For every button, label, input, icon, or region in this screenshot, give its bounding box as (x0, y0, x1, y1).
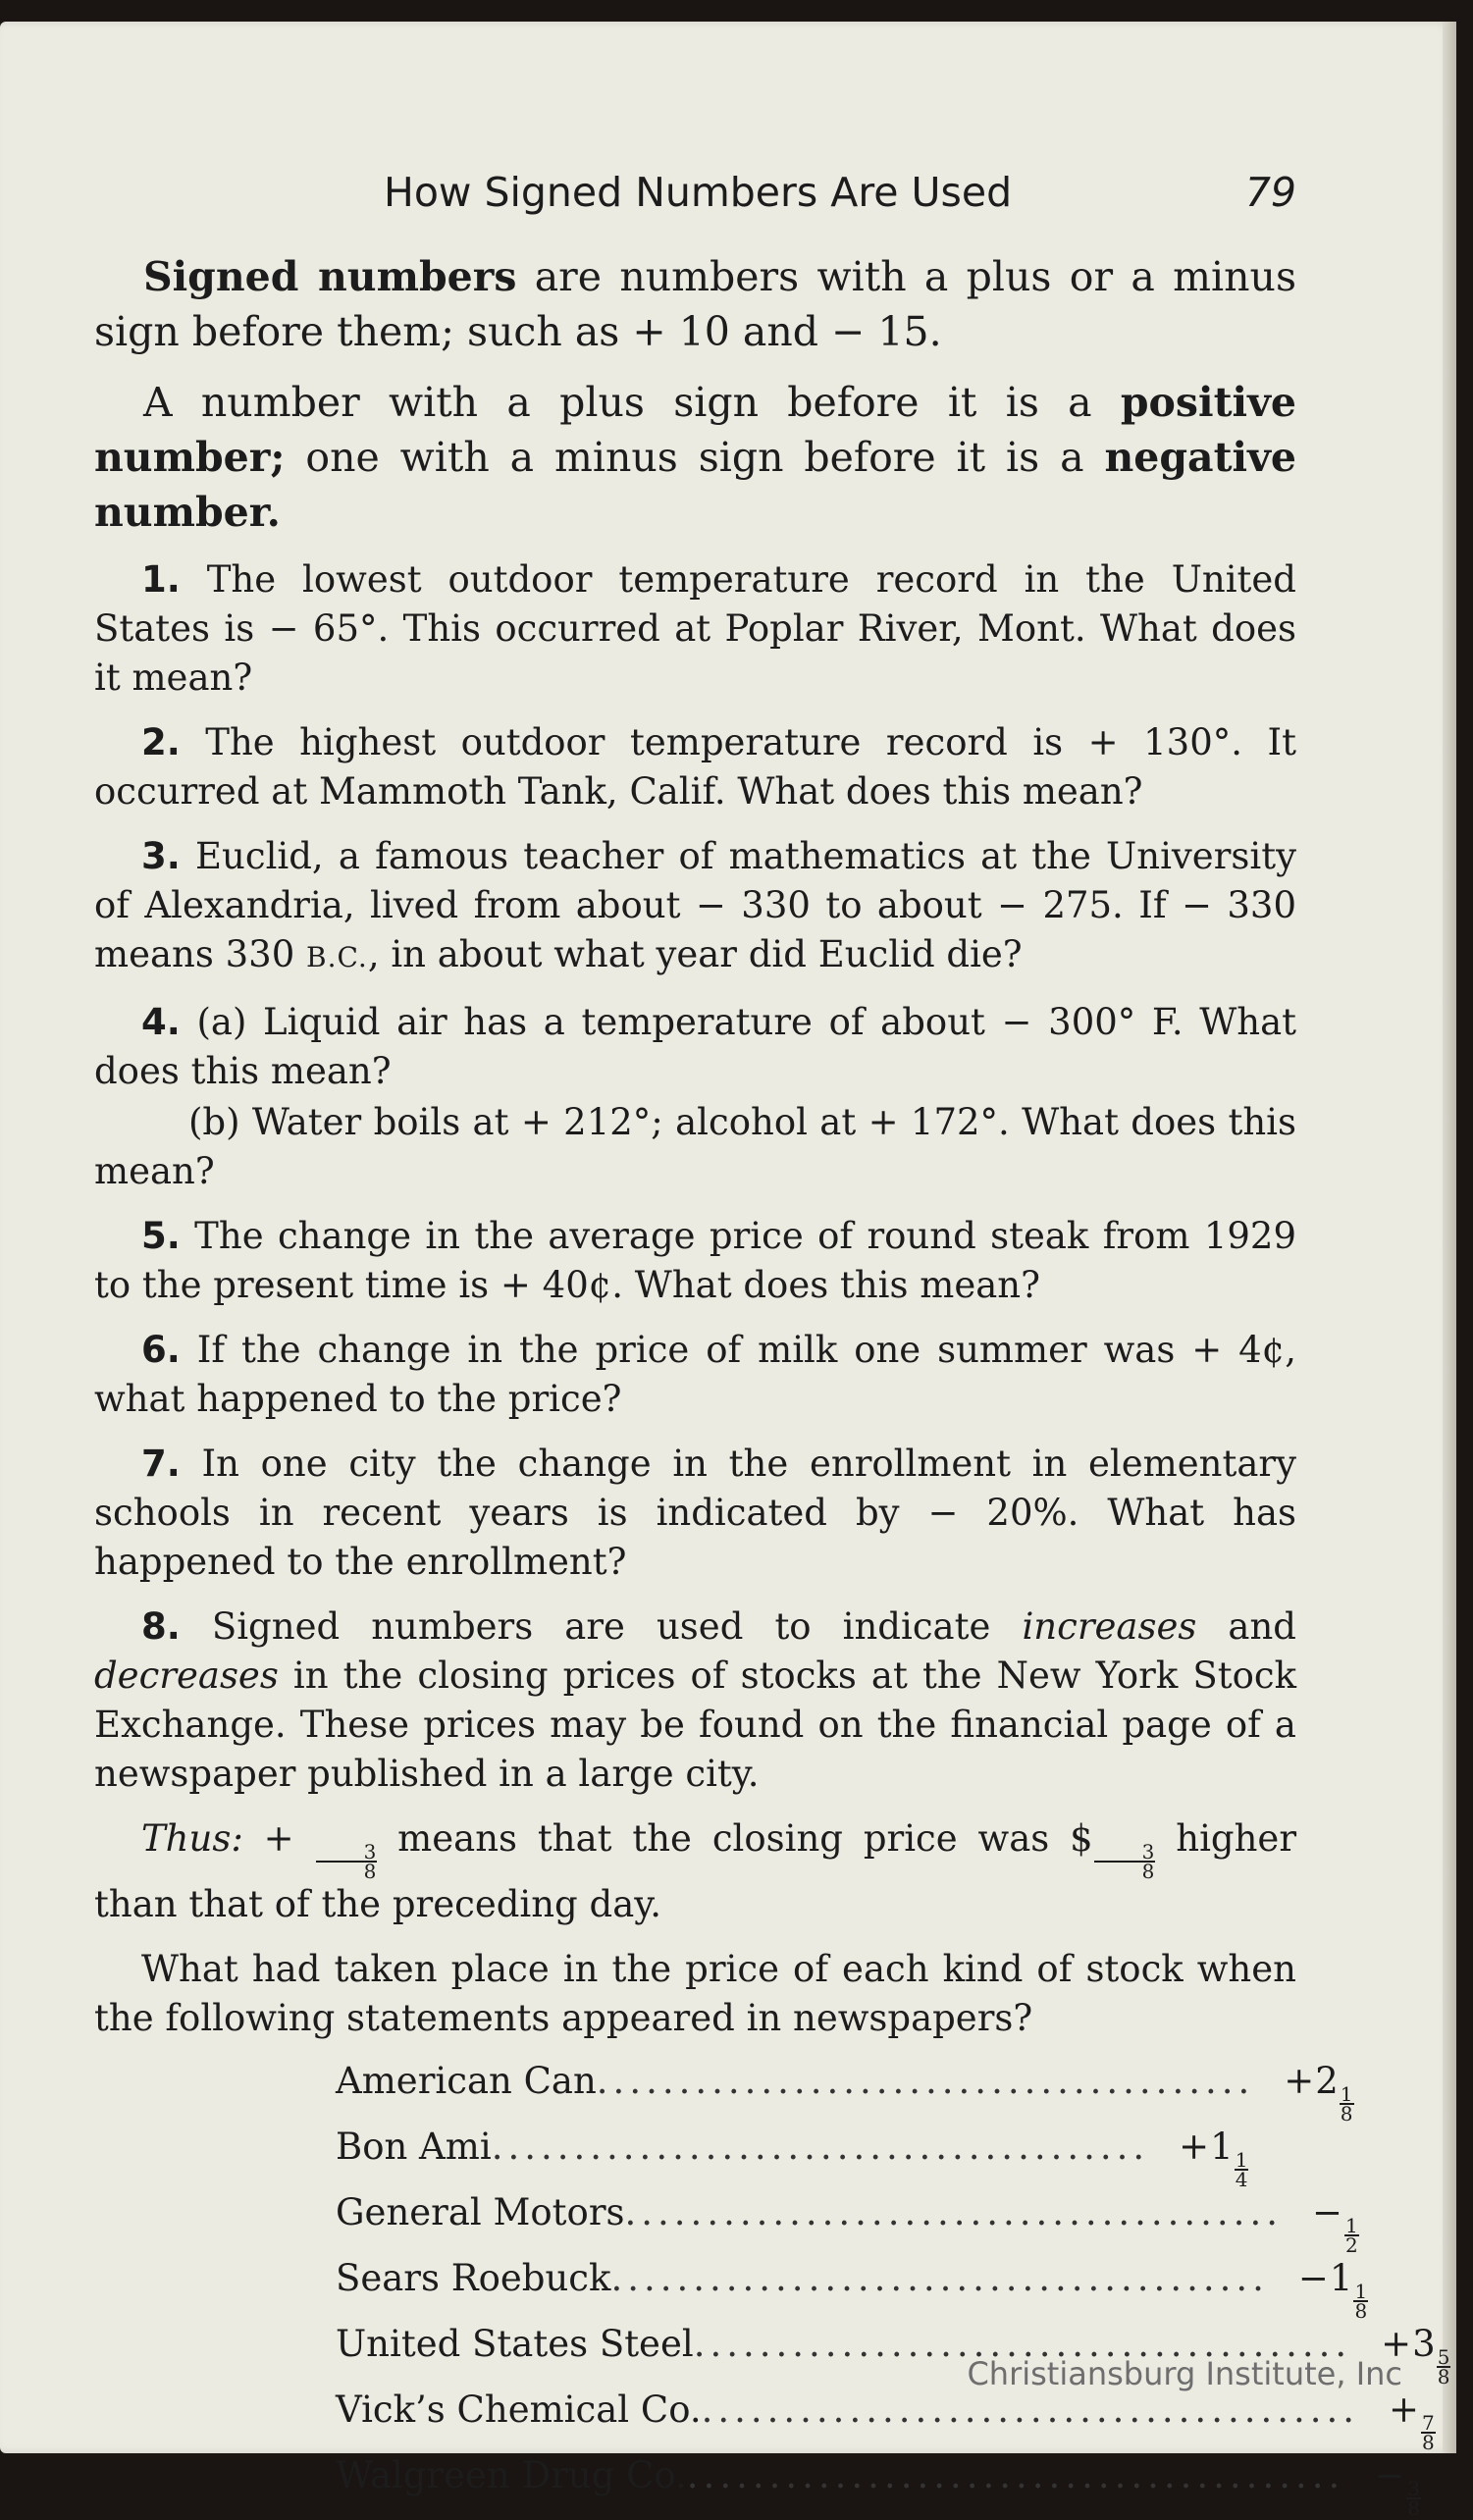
fraction (1353, 2280, 1368, 2323)
change-whole: 3 (1412, 2323, 1436, 2365)
stock-row (336, 2451, 1420, 2520)
question-number: 1. (141, 558, 181, 601)
numerator: 1 (1344, 2214, 1358, 2237)
numerator: 1 (1340, 2082, 1353, 2106)
question-text: Water boils at + 212°; alcohol at + 172°. What does this mean? (94, 1101, 1296, 1192)
question-3 (94, 832, 1296, 982)
emphasis-increases: increases (1022, 1605, 1197, 1648)
question-text: Signed numbers are used to indicate (180, 1605, 1023, 1648)
dot-leader: ........................................ (610, 2257, 1269, 2299)
thus-example (94, 1814, 1296, 1929)
stock-name: United States Steel (336, 2323, 694, 2365)
term-negative-number: negative number. (94, 434, 1296, 536)
bc-abbrev: B.C. (306, 941, 368, 973)
question-text: and (1196, 1605, 1296, 1648)
change-sign: − (1374, 2454, 1405, 2496)
question-text: The highest outdoor temperature record is + 130°. It occurred at Mammoth Tank, Calif. What does this mean? (94, 721, 1296, 813)
stock-change (1149, 2123, 1248, 2191)
denominator: 4 (1235, 2168, 1248, 2191)
numerator: 7 (1422, 2411, 1435, 2435)
numerator: 1 (1235, 2148, 1248, 2172)
fraction (316, 1840, 378, 1883)
fraction (1340, 2082, 1354, 2126)
denominator: 8 (1437, 2365, 1450, 2389)
numerator: 3 (1407, 2477, 1420, 2500)
question-5 (94, 1212, 1296, 1310)
stock-name: Walgreen Drug Co. (336, 2454, 687, 2496)
running-header (94, 147, 1296, 226)
numerator: 5 (1437, 2345, 1450, 2369)
dot-leader: ........................................ (686, 2454, 1345, 2496)
page-edge (1443, 22, 1456, 2453)
intro-paragraph-2 (94, 375, 1296, 540)
intro-text: one with a minus sign before it is a (285, 434, 1105, 481)
emphasis-decreases: decreases (94, 1654, 279, 1697)
denominator: 8 (363, 1860, 377, 1883)
stock-row (336, 2123, 1248, 2191)
stock-name: General Motors (336, 2191, 625, 2233)
page-content (94, 147, 1450, 2520)
stock-name: Vick’s Chemical Co. (336, 2389, 702, 2431)
question-text: The lowest outdoor temperature record in the United States is − 65°. This occurred at Poplar River, Mont. What does it mean? (94, 558, 1296, 699)
intro-paragraph-1 (94, 249, 1296, 359)
change-sign: − (1311, 2191, 1342, 2233)
fraction (1421, 2411, 1436, 2454)
numerator: 3 (316, 1843, 378, 1863)
page-number: 79 (1244, 169, 1296, 216)
question-number: 3. (141, 835, 181, 877)
fraction (1406, 2477, 1421, 2520)
denominator: 2 (1344, 2233, 1358, 2257)
question-6 (94, 1326, 1296, 1424)
question-4a (94, 998, 1296, 1096)
stock-prompt: What had taken place in the price of each kind of stock when the following statements appeared in newspapers? (94, 1948, 1296, 2039)
question-1 (94, 555, 1296, 703)
numerator: 3 (1094, 1843, 1156, 1863)
thus-label: Thus: (141, 1817, 243, 1860)
question-number: 6. (141, 1329, 181, 1371)
question-2 (94, 718, 1296, 816)
change-whole: 2 (1315, 2060, 1339, 2102)
fraction (1344, 2214, 1359, 2257)
change-sign: + (1381, 2323, 1412, 2365)
dot-leader: ........................................ (491, 2126, 1150, 2168)
denominator: 8 (1407, 2496, 1420, 2520)
question-text: In one city the change in the enrollment in elementary schools in recent years is indicated by − 20%. What has happened to the enrollment? (94, 1443, 1296, 1583)
question-7 (94, 1440, 1296, 1587)
thus-text: means that the closing price was $ (377, 1817, 1093, 1860)
numerator: 1 (1354, 2280, 1368, 2303)
dot-leader: ........................................ (596, 2060, 1255, 2102)
change-sign: + (1389, 2389, 1420, 2431)
change-sign: + (1284, 2060, 1315, 2102)
stock-name: American Can (336, 2060, 597, 2102)
question-number: 5. (141, 1215, 181, 1257)
question-number: 7. (141, 1443, 181, 1485)
stock-row (336, 2057, 1353, 2126)
question-text: Liquid air has a temperature of about − 300° F. What does this mean? (94, 1001, 1296, 1092)
stock-name: Sears Roebuck (336, 2257, 611, 2299)
stock-change (1283, 2188, 1359, 2257)
intro-text: A number with a plus sign before it is a (143, 379, 1121, 426)
stock-row (336, 2254, 1368, 2323)
part-label: (b) (188, 1101, 240, 1143)
question-text: , in about what year did Euclid die? (367, 933, 1023, 975)
question-text: Euclid, a famous teacher of mathematics at the University of Alexandria, lived from about − 330 to about − 275. If − 330 means 330 (94, 835, 1296, 975)
fraction (1437, 2345, 1451, 2389)
denominator: 8 (1340, 2102, 1353, 2126)
question-4b (94, 1098, 1296, 1196)
question-number: 8. (141, 1605, 181, 1648)
question-number: 2. (141, 721, 181, 763)
question-text: If the change in the price of milk one summer was + 4¢, what happened to the price? (94, 1329, 1296, 1420)
dot-leader: ........................................ (701, 2389, 1360, 2431)
denominator: 8 (1141, 1860, 1155, 1883)
change-whole: 1 (1210, 2126, 1234, 2168)
stock-row (336, 2386, 1435, 2454)
question-8 (94, 1602, 1296, 1799)
question-text: in the closing prices of stocks at the New York Stock Exchange. These prices may be found on the financial page of a newspaper published in a large city. (94, 1654, 1296, 1795)
dot-leader: ........................................ (693, 2323, 1352, 2365)
stock-name: Bon Ami (336, 2126, 492, 2168)
stock-list (336, 2057, 1450, 2520)
part-label: (a) (196, 1001, 247, 1043)
term-positive-number: positive number; (94, 379, 1296, 481)
stock-change (1254, 2057, 1353, 2126)
dot-leader: ........................................ (624, 2191, 1283, 2233)
question-text: The change in the average price of round steak from 1929 to the present time is + 40¢. What does this mean? (94, 1215, 1296, 1306)
chapter-title: How Signed Numbers Are Used (384, 169, 1013, 216)
stock-change (1359, 2386, 1436, 2454)
stock-change (1344, 2451, 1421, 2520)
stock-row (336, 2188, 1358, 2257)
change-sign: − (1297, 2257, 1329, 2299)
thus-text: higher than that of the preceding day. (94, 1817, 1297, 1925)
change-whole: 1 (1329, 2257, 1353, 2299)
intro-text: are numbers with a plus or a minus sign before them; such as + 10 and − 15. (94, 253, 1296, 355)
thus-sign: + (263, 1817, 294, 1860)
change-sign: + (1179, 2126, 1210, 2168)
stock-change (1269, 2254, 1368, 2323)
denominator: 8 (1422, 2431, 1435, 2454)
fraction (1094, 1840, 1156, 1883)
watermark: Christiansburg Institute, Inc (967, 2355, 1402, 2392)
term-signed-numbers: Signed numbers (143, 253, 517, 300)
denominator: 8 (1354, 2299, 1368, 2323)
fraction (1235, 2148, 1249, 2191)
question-number: 4. (141, 1001, 181, 1043)
